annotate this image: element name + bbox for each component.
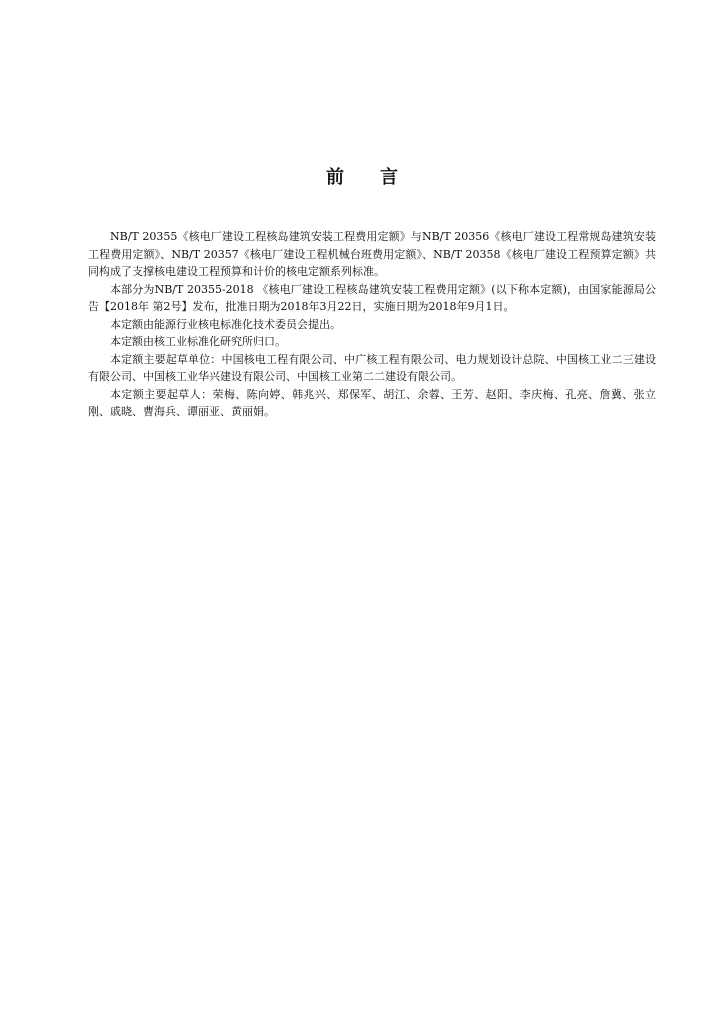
paragraph-proposer: 本定额由能源行业核电标准化技术委员会提出。: [110, 317, 341, 331]
document-body: [88, 228, 656, 421]
page-title: 前 言: [326, 167, 398, 188]
paragraph-drafting-units: 本定额主要起草单位：中国核电工程有限公司、中广核工程有限公司、电力规划设计总院、中国核工业二三建设有限公司、中国核工业华兴建设有限公司、中国核工业第二二建设有限公司。: [88, 352, 656, 383]
paragraph-standards-series: NB/T 20355《核电厂建设工程核岛建筑安装工程费用定额》与NB/T 20356《核电厂建设工程常规岛建筑安装工程费用定额》、NB/T 20357《核电厂建设工程机械台班费用定额》、NB/T 20358《核电厂建设工程预算定额》共同构成了支撑核电建设工程预算和计价的核电定额系列标准。: [88, 230, 656, 278]
paragraph-publication: 本部分为NB/T 20355-2018 《核电厂建设工程核岛建筑安装工程费用定额》(以下称本定额)，由国家能源局公告【2018年 第2号】发布，批准日期为2018年3月22日，实施日期为2018年9月1日。: [88, 282, 656, 313]
paragraph-administrator: 本定额由核工业标准化研究所归口。: [110, 335, 286, 348]
paragraph-drafters: 本定额主要起草人：荣梅、陈向婷、韩兆兴、郑保军、胡江、余蓉、王芳、赵阳、李庆梅、孔亮、詹冀、张立刚、戚晓、曹海兵、谭丽亚、黄丽娟。: [88, 387, 656, 418]
